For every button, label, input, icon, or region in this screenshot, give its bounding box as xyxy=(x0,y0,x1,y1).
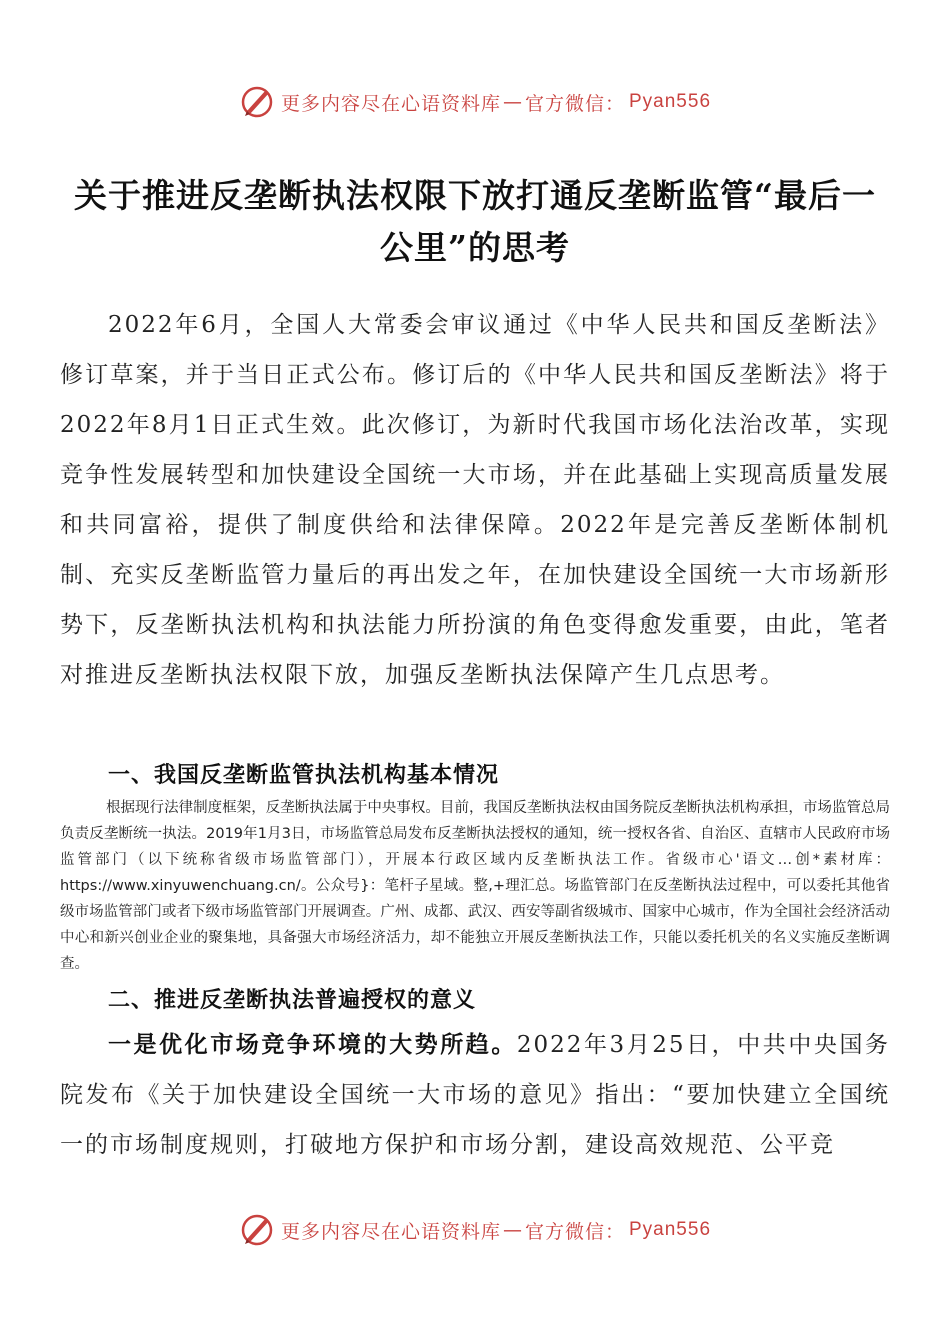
banner-label: 官方微信： xyxy=(524,1220,625,1243)
section-heading-2: 二、推进反垄断执法普遍授权的意义 xyxy=(108,988,477,1013)
banner-wechat-id: Pyan556 xyxy=(629,91,712,112)
document-title: 关于推进反垄断执法权限下放打通反垄断监管“最后一公里”的思考 xyxy=(74,176,876,267)
banner-text: 更多内容尽在心语资料库 xyxy=(280,1220,501,1243)
banner-wechat-id: Pyan556 xyxy=(629,1219,712,1240)
banner-dash: — xyxy=(502,1219,523,1241)
banner-text: 更多内容尽在心语资料库 xyxy=(280,92,501,115)
section2-body-text: 2022年3月25日，中共中央国务院发布《关于加快建设全国统一大市场的意见》指出：“要加快建立全国统一的市场制度规则，打破地方保护和市场分割，建设高效规范、公平竞 xyxy=(60,1032,891,1158)
pen-circle-logo-icon xyxy=(239,84,275,120)
header-banner xyxy=(0,82,950,122)
banner-dash: — xyxy=(502,91,523,113)
intro-paragraph: 2022年6月，全国人大常委会审议通过《中华人民共和国反垄断法》修订草案，并于当日正式公布。修订后的《中华人民共和国反垄断法》将于2022年8月1日正式生效。此次修订，为新时代我国市场化法治改革，实现竞争性发展转型和加快建设全国统一大市场，并在此基础上实现高质量发展和共同富裕，提供了制度供给和法律保障。2022年是完善反垄断体制机制、充实反垄断监管力量后的再出发之年，在加快建设全国统一大市场新形势下，反垄断执法机构和执法能力所扮演的角色变得愈发重要，由此，笔者对推进反垄断执法权限下放，加强反垄断执法保障产生几点思考。 xyxy=(60,312,890,688)
banner-label: 官方微信： xyxy=(524,92,625,115)
section2-paragraph xyxy=(60,1020,890,1170)
footer-banner xyxy=(0,1210,950,1250)
section1-paragraph: 根据现行法律制度框架，反垄断执法属于中央事权。目前，我国反垄断执法权由国务院反垄断执法机构承担，市场监管总局负责反垄断统一执法。2019年1月3日，市场监管总局发布反垄断执法授权的通知，统一授权各省、自治区、直辖市人民政府市场监管部门（以下统称省级市场监管部门），开展本行政区域内反垄断执法工作。省级市心'语文…创*素材库：https://www.xinyuwenchuang.cn/。公众号}：笔杆子星域。整,+理汇总。场监管部门在反垄断执法过程中，可以委托其他省级市场监管部门或者下级市场监管部门开展调查。广州、成都、武汉、西安等副省级城市、国家中心城市，作为全国社会经济活动中心和新兴创业企业的聚集地，具备强大市场经济活力，却不能独立开展反垄断执法工作，只能以委托机关的名义实施反垄断调查。 xyxy=(60,800,890,972)
section2-lead-sentence: 一是优化市场竞争环境的大势所趋。 xyxy=(108,1032,517,1058)
section-heading-1: 一、我国反垄断监管执法机构基本情况 xyxy=(108,763,500,788)
pen-circle-logo-icon xyxy=(239,1212,275,1248)
